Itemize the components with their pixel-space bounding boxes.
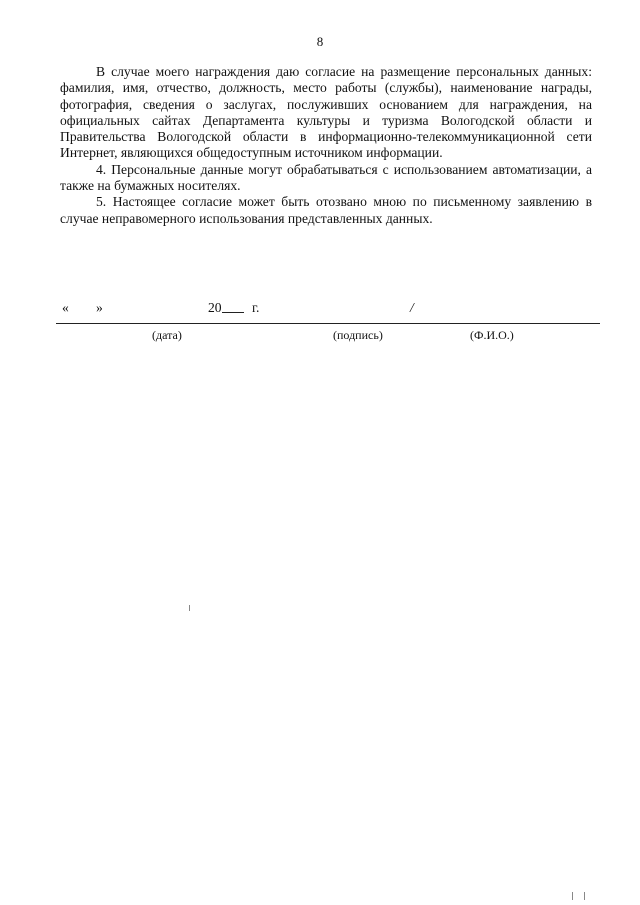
year-suffix: г. [252,300,260,315]
paragraph-5: 5. Настоящее согласие может быть отозвано мною по письменному заявлению в случае неправомерного использования представленных данных. [60,194,592,226]
year-field [208,300,222,316]
slash: / [410,300,414,315]
paragraph-4: 4. Персональные данные могут обрабатываться с использованием автоматизации, а также на бумажных носителях. [60,161,592,194]
scan-mark [584,892,585,900]
scan-mark [189,605,190,611]
date-caption: (дата) [152,328,182,342]
signature-rule [56,323,600,324]
year-prefix: 20 [208,300,222,315]
consent-text [60,64,592,227]
page-number: 8 [316,34,324,49]
consent-paragraph: В случае моего награждения даю согласие на размещение персональных данных: фамилия, имя, отчество, должность, место работы (службы), наименование награды, фотография, сведения о заслугах, послуживших основанием для награждения, на официальных сайтах Департамента культуры и туризма Вологодской области и Правительства Вологодской области в информационно-телекоммуникационной сети Интернет, являющихся общедоступным источником информации. [60,64,592,161]
scan-mark [572,892,573,900]
name-caption: (Ф.И.О.) [470,328,514,342]
quote-open: « [62,300,69,315]
year-blank [222,300,244,313]
quote-close: » [96,300,103,315]
signature-caption: (подпись) [333,328,383,342]
